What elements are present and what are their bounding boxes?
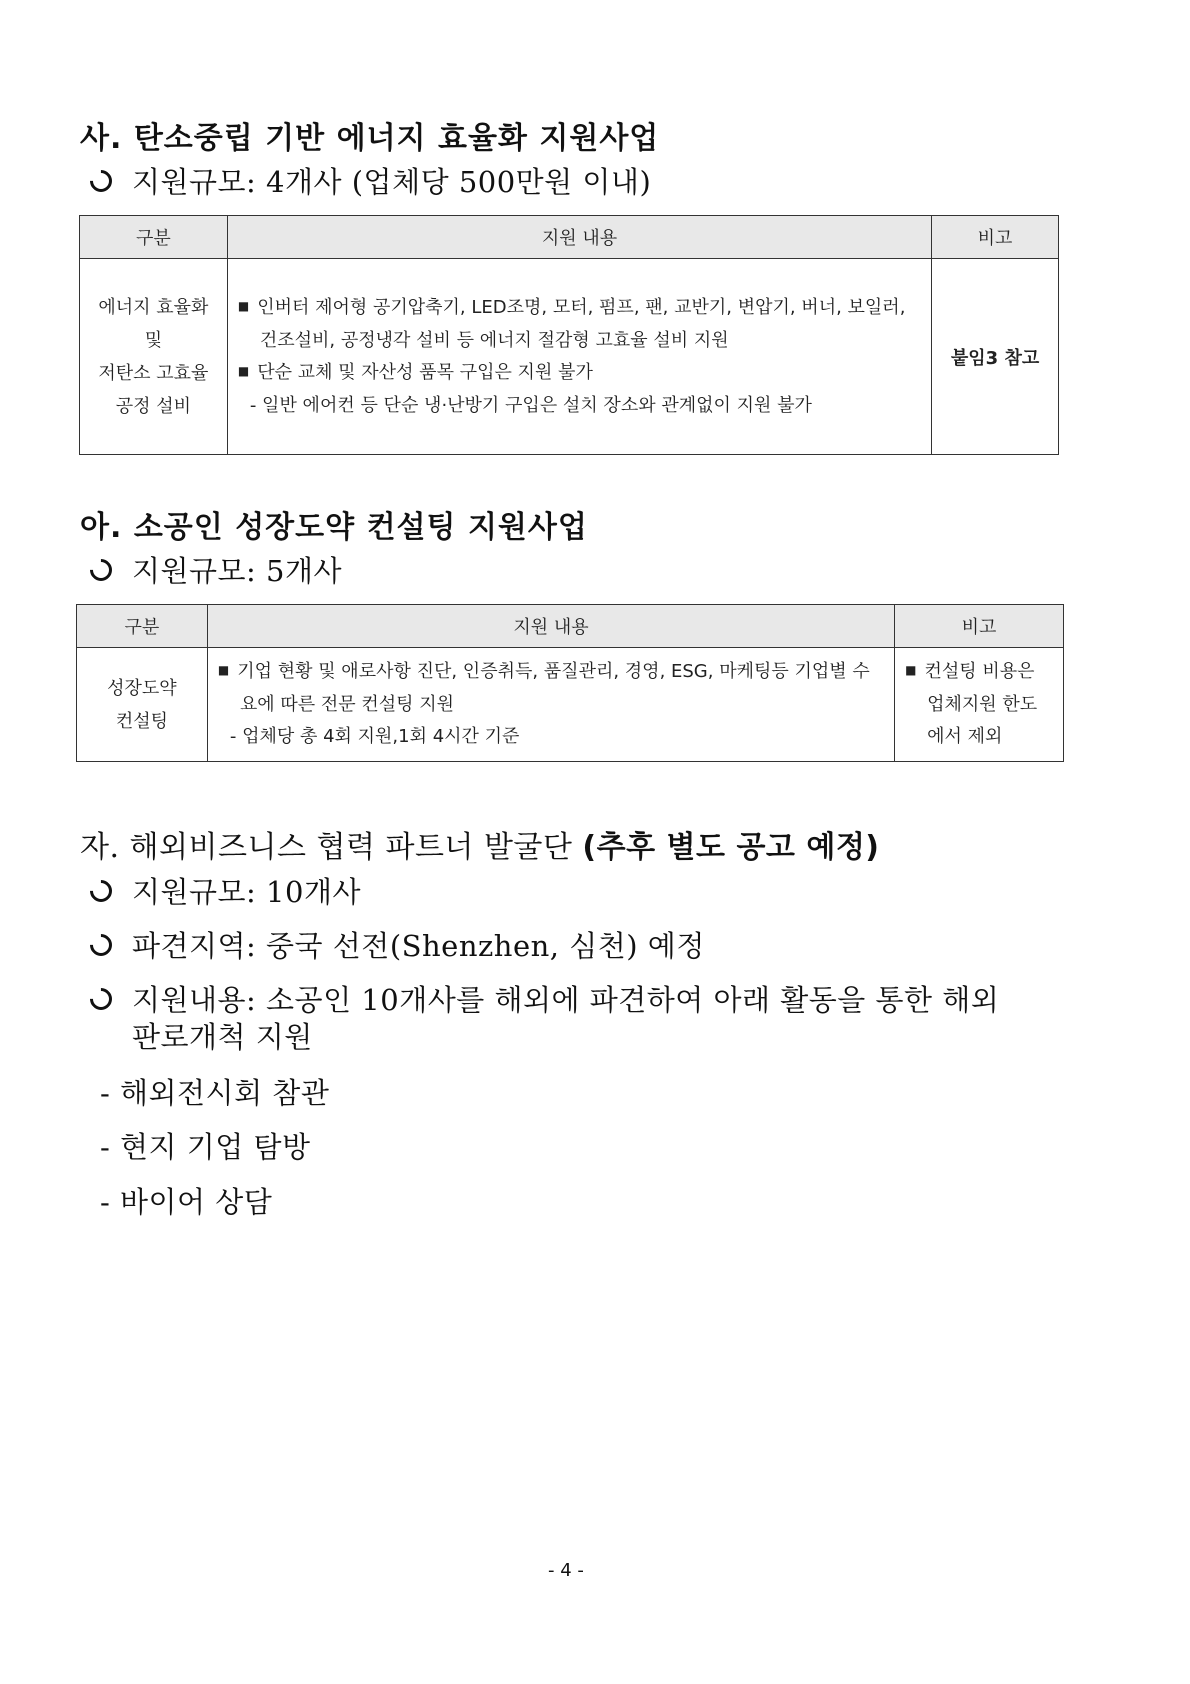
col-header-category: 구분 xyxy=(77,605,208,648)
activity-item: - 해외전시회 참관 xyxy=(100,1076,330,1110)
support-table-sa xyxy=(79,215,1059,455)
page-number: - 4 - xyxy=(548,1560,584,1581)
content-line-ja-cont: 판로개척 지원 xyxy=(132,1020,313,1054)
bullet-item: ■ 기업 현황 및 애로사항 진단, 인증취득, 품질관리, 경영, ESG, 마케팅등 기업별 수요에 따른 전문 컨설팅 지원 xyxy=(217,661,870,715)
dash-item: - 업체당 총 4회 지원,1회 4시간 기준 xyxy=(229,726,520,747)
col-header-content: 지원 내용 xyxy=(207,605,894,648)
section-title-sa: 사. 탄소중립 기반 에너지 효율화 지원사업 xyxy=(80,121,660,156)
square-bullet-icon: ■ xyxy=(237,298,250,313)
table-row xyxy=(77,648,1064,762)
activity-item: - 현지 기업 탐방 xyxy=(100,1130,311,1164)
region-line-ja: 파견지역: 중국 선전(Shenzhen, 심천) 예정 xyxy=(90,924,705,965)
activity-item: - 바이어 상담 xyxy=(100,1185,273,1219)
col-header-category: 구분 xyxy=(80,216,228,259)
section-title-a: 아. 소공인 성장도약 컨설팅 지원사업 xyxy=(80,510,588,545)
table-header-row xyxy=(77,605,1064,648)
category-cell: 성장도약 컨설팅 xyxy=(77,648,208,762)
bullet-item: ■ 단순 교체 및 자산성 품목 구입은 지원 불가 xyxy=(237,361,593,383)
bullet-item: ■ 인버터 제어형 공기압축기, LED조명, 모터, 펌프, 팬, 교반기, 변압기, 버너, 보일러, 건조설비, 공정냉각 설비 등 에너지 절감형 고효율 설비 지원 xyxy=(237,296,906,351)
support-table-a xyxy=(76,604,1064,762)
dash-item: - 일반 에어컨 등 단순 냉·난방기 구입은 설치 장소와 관계없이 지원 불가 xyxy=(249,394,812,416)
section-title-ja: 자. 해외비즈니스 협력 파트너 발굴단 (추후 별도 공고 예정) xyxy=(80,830,880,865)
note-cell: ■ 컨설팅 비용은 업체지원 한도에서 제외 xyxy=(895,648,1064,762)
col-header-note: 비고 xyxy=(932,216,1059,259)
scale-line-sa: 지원규모: 4개사 (업체당 500만원 이내) xyxy=(90,160,651,201)
col-header-note: 비고 xyxy=(895,605,1064,648)
circle-bullet-icon xyxy=(85,554,116,585)
category-cell: 에너지 효율화 및 저탄소 고효율 공정 설비 xyxy=(80,259,228,455)
content-cell xyxy=(207,648,894,762)
content-cell xyxy=(227,259,931,455)
scale-line-ja: 지원규모: 10개사 xyxy=(90,870,361,911)
circle-bullet-icon xyxy=(85,875,116,906)
circle-bullet-icon xyxy=(85,165,116,196)
note-cell: 붙임3 참고 xyxy=(932,259,1059,455)
content-line-ja: 지원내용: 소공인 10개사를 해외에 파견하여 아래 활동을 통한 해외 xyxy=(90,978,999,1019)
col-header-content: 지원 내용 xyxy=(227,216,931,259)
scale-line-a: 지원규모: 5개사 xyxy=(90,549,342,590)
square-bullet-icon: ■ xyxy=(905,663,917,677)
square-bullet-icon: ■ xyxy=(217,663,230,677)
square-bullet-icon: ■ xyxy=(237,363,250,378)
circle-bullet-icon xyxy=(85,929,116,960)
table-row xyxy=(80,259,1059,455)
circle-bullet-icon xyxy=(85,983,116,1014)
table-header-row xyxy=(80,216,1059,259)
